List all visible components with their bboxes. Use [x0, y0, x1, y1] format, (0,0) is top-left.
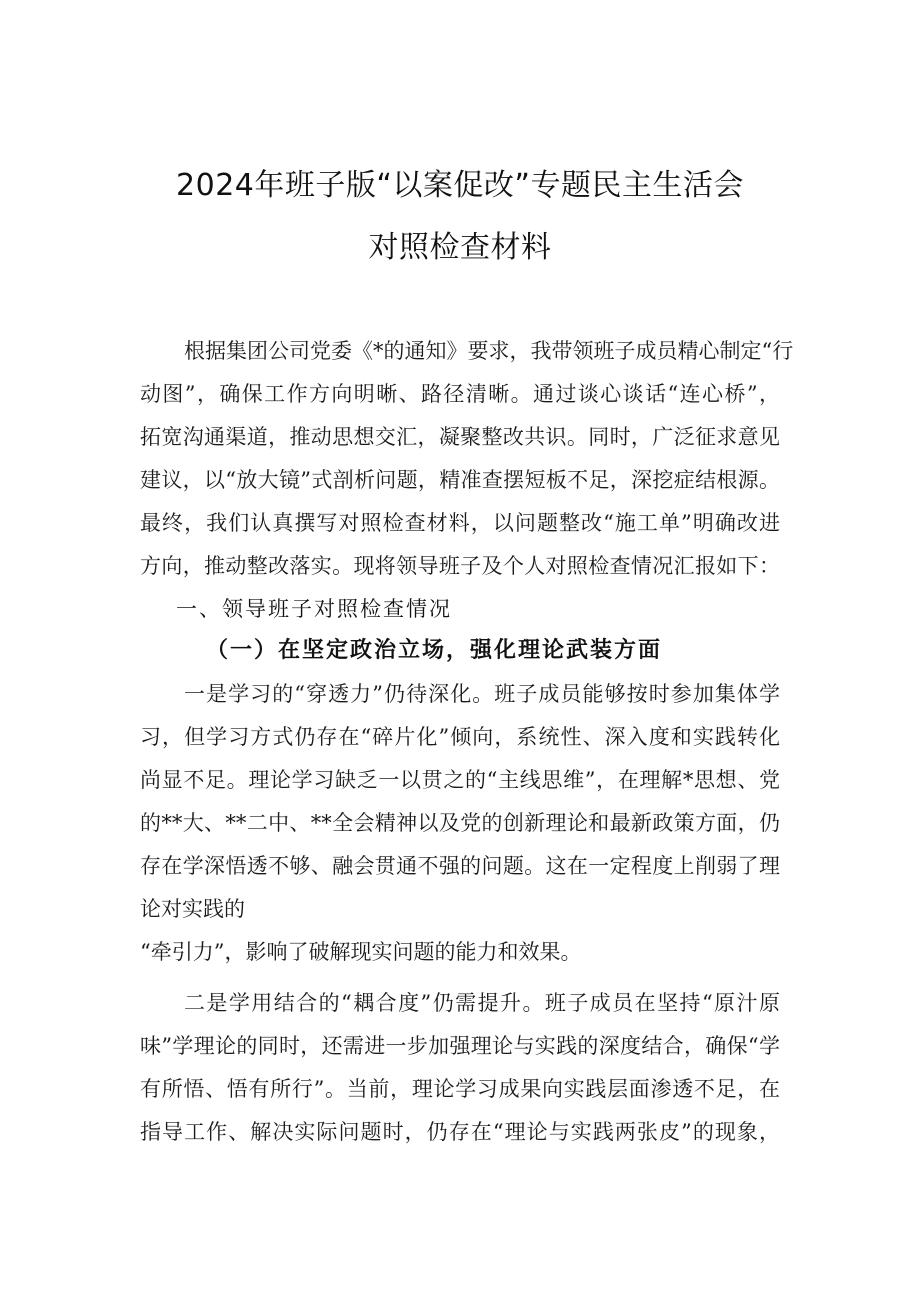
intro-line-6: 方向，推动整改落实。现将领导班子及个人对照检查情况汇报如下： [140, 554, 780, 578]
para1-line-3: 尚显不足。理论学习缺乏一以贯之的“主线思维”，在理解*思想、党 [140, 768, 780, 792]
para2-line-2: 味”学理论的同时，还需进一步加强理论与实践的深度结合，确保“学 [140, 1034, 780, 1058]
para1-line-7: “牵引力”，影响了破解现实问题的能力和效果。 [140, 940, 582, 964]
intro-line-5: 最终，我们认真撰写对照检查材料，以问题整改“施工单”明确改进 [140, 511, 780, 535]
intro-line-1: 根据集团公司党委《*的通知》要求，我带领班子成员精心制定“行 [184, 339, 794, 363]
para1-line-5: 存在学深悟透不够、融会贯通不强的问题。这在一定程度上削弱了理 [140, 854, 780, 878]
document-title-line2: 对照检查材料 [368, 230, 552, 265]
para1-line-4: 的**大、**二中、**全会精神以及党的创新理论和最新政策方面，仍 [140, 811, 780, 835]
intro-line-3: 拓宽沟通渠道，推动思想交汇，凝聚整改共识。同时，广泛征求意见 [140, 425, 780, 449]
intro-line-2: 动图”，确保工作方向明晰、路径清晰。通过谈心谈话“连心桥”， [140, 382, 780, 406]
subsection-heading: （一）在坚定政治立场，强化理论武装方面 [206, 638, 663, 663]
document-title-line1: 2024年班子版“以案促改”专题民主生活会 [176, 168, 744, 203]
section-heading: 一、领导班子对照检查情况 [176, 597, 452, 621]
para1-line-6: 论对实践的 [140, 897, 245, 921]
intro-line-4: 建议，以“放大镜”式剖析问题，精准查摆短板不足，深挖症结根源。 [140, 468, 780, 492]
para1-line-1: 一是学习的“穿透力”仍待深化。班子成员能够按时参加集体学 [184, 682, 780, 706]
para1-line-2: 习，但学习方式仍存在“碎片化”倾向，系统性、深入度和实践转化 [140, 725, 780, 749]
para2-line-1: 二是学用结合的“耦合度”仍需提升。班子成员在坚持“原汁原 [184, 991, 780, 1015]
para2-line-4: 指导工作、解决实际问题时，仍存在“理论与实践两张皮”的现象， [140, 1120, 780, 1144]
para2-line-3: 有所悟、悟有所行”。当前，理论学习成果向实践层面渗透不足，在 [140, 1077, 780, 1101]
